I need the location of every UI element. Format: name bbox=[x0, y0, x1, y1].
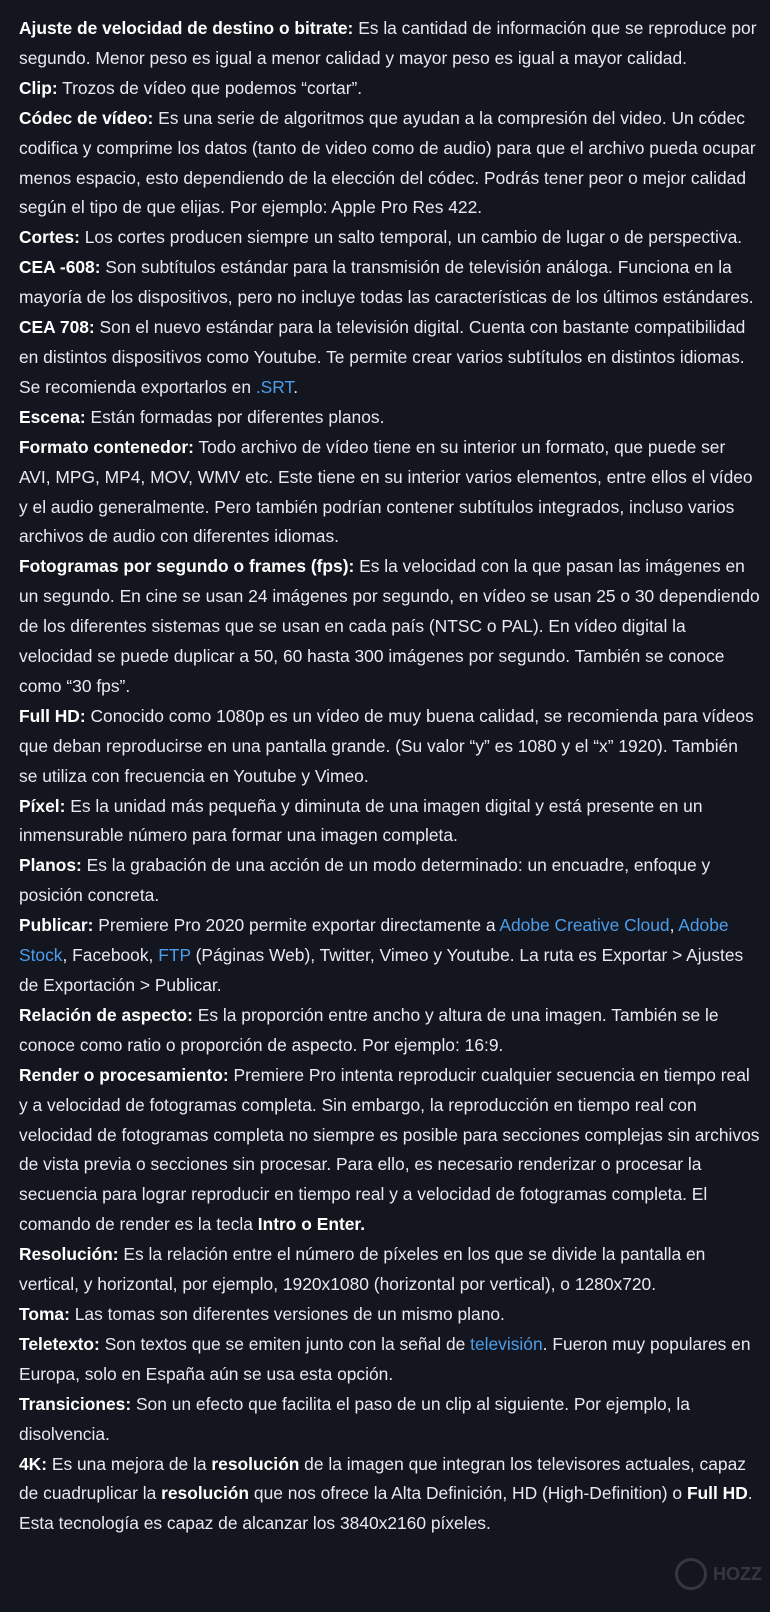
separator: , Facebook, bbox=[62, 945, 159, 966]
glossary-term: Formato contenedor: bbox=[19, 436, 194, 457]
glossary-definition: Son subtítulos estándar para la transmisión de televisión análoga. Funciona en la mayoría de los dispositivos, pero no incluye todas las características de los últimos estándares. bbox=[19, 257, 754, 308]
adobe-creative-cloud-link[interactable]: Adobe Creative Cloud bbox=[499, 915, 670, 936]
glossary-entry-clip bbox=[19, 74, 760, 104]
glossary-term: Teletexto: bbox=[19, 1333, 100, 1354]
glossary-term: Publicar: bbox=[19, 915, 94, 936]
watermark-logo bbox=[675, 1558, 762, 1590]
glossary-entry-render bbox=[19, 1061, 760, 1240]
glossary-definition-end: . Esta tecnología es capaz de alcanzar los 3840x2160 píxeles. bbox=[19, 1483, 753, 1534]
glossary-entry-planos bbox=[19, 851, 760, 911]
glossary-definition: Es la proporción entre ancho y altura de una imagen. También se le conoce como ratio o proporción de aspecto. Por ejemplo: 16:9. bbox=[19, 1004, 719, 1055]
glossary-entry-relacion-aspecto bbox=[19, 1001, 760, 1061]
television-link[interactable]: televisión bbox=[470, 1333, 543, 1354]
glossary-definition: Trozos de vídeo que podemos “cortar”. bbox=[57, 77, 363, 98]
glossary-definition: Premiere Pro intenta reproducir cualquier secuencia en tiempo real y a velocidad de fotogramas completa. Sin embargo, la reproducción en tiempo real con velocidad de fotogramas completa no siempre es posible para secciones complejas sin archivos de vista previa o secciones sin procesar. Para ello, es necesario renderizar o procesar la secuencia para lograr reproducir en tiempo real y a velocidad de fotogramas completa. El comando de render es la tecla bbox=[19, 1064, 760, 1235]
glossary-definition: Es la relación entre el número de píxeles en los que se divide la pantalla en vertical, y horizontal, por ejemplo, 1920x1080 (horizontal por vertical), o 1280x720. bbox=[19, 1244, 706, 1295]
glossary-definition: Es una serie de algoritmos que ayudan a la compresión del video. Un códec codifica y comprime los datos (tanto de video como de audio) para que el archivo pueda ocupar menos espacio, esto dependiendo de la elección del códec. Podrás tener peor o mejor calidad según el tipo de que elijas. Por ejemplo: Apple Pro Res 422. bbox=[19, 107, 756, 218]
glossary-entry-4k bbox=[19, 1450, 760, 1540]
ftp-link[interactable]: FTP bbox=[158, 945, 191, 966]
glossary-term: Transiciones: bbox=[19, 1393, 132, 1414]
glossary-entry-codec bbox=[19, 104, 760, 224]
glossary-term: Ajuste de velocidad de destino o bitrate: bbox=[19, 18, 354, 38]
glossary-entry-transiciones bbox=[19, 1390, 760, 1450]
glossary-definition: de la imagen que integran los televisores actuales, capaz de cuadruplicar la bbox=[19, 1453, 746, 1504]
watermark-circle-icon bbox=[675, 1558, 707, 1590]
glossary-definition: que nos ofrece la Alta Definición, HD (High-Definition) o bbox=[249, 1483, 687, 1504]
glossary-term: CEA -608: bbox=[19, 257, 101, 278]
glossary-entry-full-hd bbox=[19, 702, 760, 792]
bold-text: resolución bbox=[211, 1453, 300, 1474]
glossary-definition: Todo archivo de vídeo tiene en su interior un formato, que puede ser AVI, MPG, MP4, MOV, WMV etc. Este tiene en su interior varios elementos, entre ellos el vídeo y el audio generalmente. Pero también podrían contener subtítulos integrados, incluso varios archivos de audio con diferentes idiomas. bbox=[19, 436, 753, 547]
glossary-entry-pixel bbox=[19, 792, 760, 852]
glossary-definition-end: . Fueron muy populares en Europa, solo en España aún se usa esta opción. bbox=[19, 1333, 751, 1384]
glossary-entry-formato-contenedor bbox=[19, 433, 760, 553]
glossary-entry-fps bbox=[19, 552, 760, 702]
glossary-term: 4K: bbox=[19, 1453, 48, 1474]
bold-text: Full HD bbox=[686, 1483, 748, 1504]
glossary-term: Planos: bbox=[19, 855, 82, 876]
srt-link[interactable]: .SRT bbox=[255, 376, 294, 397]
glossary-definition: Están formadas por diferentes planos. bbox=[85, 406, 385, 427]
glossary-definition: Es la cantidad de información que se reproduce por segundo. Menor peso es igual a menor calidad y mayor peso es igual a mayor calidad. bbox=[19, 18, 757, 68]
glossary-entry-escena bbox=[19, 403, 760, 433]
glossary-entry-bitrate bbox=[19, 14, 760, 74]
glossary-entry-cortes bbox=[19, 223, 760, 253]
glossary-definition: Es una mejora de la bbox=[47, 1453, 212, 1474]
glossary-term: Códec de vídeo: bbox=[19, 107, 154, 128]
glossary-term: CEA 708: bbox=[19, 317, 95, 338]
render-key-text: Intro o Enter. bbox=[257, 1214, 366, 1235]
glossary-definition-end: (Páginas Web), Twitter, Vimeo y Youtube. La ruta es Exportar > Ajustes de Exportación > Publicar. bbox=[19, 945, 744, 995]
glossary-term: Cortes: bbox=[19, 227, 80, 248]
bold-text: resolución bbox=[161, 1483, 250, 1504]
glossary-entry-cea-608 bbox=[19, 253, 760, 313]
glossary-entry-resolucion bbox=[19, 1240, 760, 1300]
glossary-term: Resolución: bbox=[19, 1244, 119, 1265]
glossary-definition: Son el nuevo estándar para la televisión digital. Cuenta con bastante compatibilidad en distintos dispositivos como Youtube. Te permite crear varios subtítulos en distintos idiomas. Se recomienda exportarlos en bbox=[19, 317, 746, 397]
glossary-term: Escena: bbox=[19, 406, 86, 427]
glossary-entry-teletexto bbox=[19, 1330, 760, 1390]
glossary-entry-publicar bbox=[19, 911, 760, 1001]
glossary-definition-end: . bbox=[293, 376, 299, 397]
glossary-definition: Es la unidad más pequeña y diminuta de una imagen digital y está presente en un inmensurable número para formar una imagen completa. bbox=[19, 795, 703, 846]
glossary-definition: Los cortes producen siempre un salto temporal, un cambio de lugar o de perspectiva. bbox=[79, 227, 743, 248]
glossary-definition: Las tomas son diferentes versiones de un mismo plano. bbox=[69, 1303, 505, 1324]
glossary-definition: Es la velocidad con la que pasan las imágenes en un segundo. En cine se usan 24 imágenes por segundo, en vídeo se usan 25 o 30 dependiendo de los diferentes sistemas que se usan en cada país (NTSC o PAL). En vídeo digital la velocidad se puede duplicar a 50, 60 hasta 300 imágenes por segundo. También se conoce como “30 fps”. bbox=[19, 556, 760, 696]
glossary-term: Clip: bbox=[19, 77, 58, 98]
separator: , bbox=[669, 915, 679, 936]
glossary-definition: Premiere Pro 2020 permite exportar directamente a bbox=[93, 915, 500, 936]
glossary-definition: Son textos que se emiten junto con la señal de bbox=[99, 1333, 471, 1354]
glossary-term: Toma: bbox=[19, 1303, 70, 1324]
glossary-term: Píxel: bbox=[19, 795, 66, 816]
glossary-term: Relación de aspecto: bbox=[19, 1004, 193, 1025]
glossary-definition: Conocido como 1080p es un vídeo de muy buena calidad, se recomienda para vídeos que deban reproducirse en una pantalla grande. (Su valor “y” es 1080 y el “x” 1920). También se utiliza con frecuencia en Youtube y Vimeo. bbox=[19, 705, 754, 786]
adobe-stock-link[interactable]: Adobe Stock bbox=[19, 915, 729, 966]
watermark-text: HOZZ bbox=[713, 1563, 762, 1584]
glossary-definition: Son un efecto que facilita el paso de un clip al siguiente. Por ejemplo, la disolvencia. bbox=[19, 1393, 690, 1444]
glossary-term: Render o procesamiento: bbox=[19, 1064, 229, 1085]
glossary-term: Full HD: bbox=[19, 705, 86, 726]
glossary-term: Fotogramas por segundo o frames (fps): bbox=[19, 556, 355, 577]
glossary-entry-toma bbox=[19, 1300, 760, 1330]
glossary-definition: Es la grabación de una acción de un modo determinado: un encuadre, enfoque y posición concreta. bbox=[19, 855, 711, 906]
glossary-entry-cea-708 bbox=[19, 313, 760, 403]
